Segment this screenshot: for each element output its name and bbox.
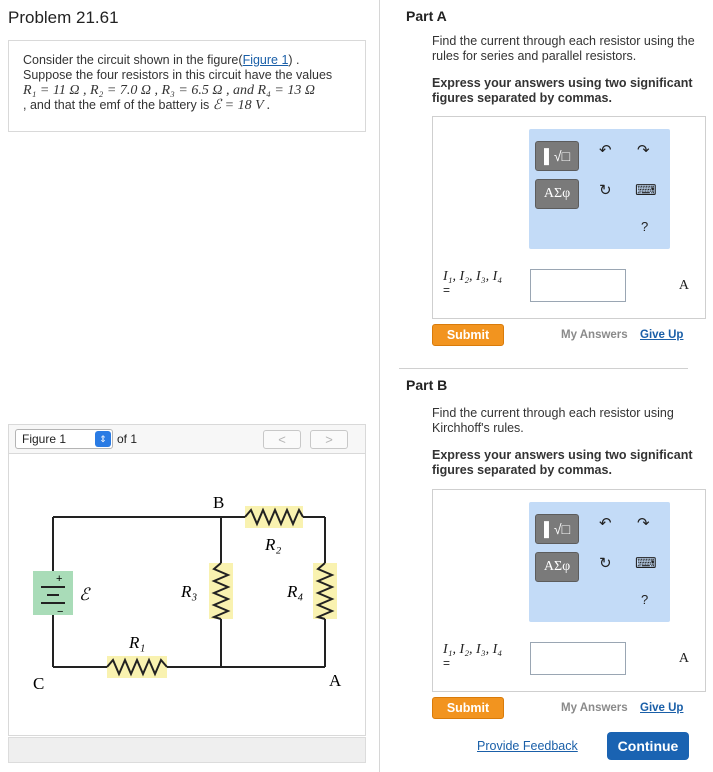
- emf-label: ℰ: [79, 585, 90, 604]
- templates-button[interactable]: ▌√□: [535, 141, 579, 171]
- r2-label: R₂: [265, 535, 282, 554]
- circuit-diagram: [9, 454, 365, 736]
- figure-link[interactable]: Figure 1: [242, 53, 289, 67]
- part-b-submit-button[interactable]: Submit: [432, 697, 504, 719]
- previous-figure-button[interactable]: <: [263, 430, 301, 449]
- node-b-label: B: [213, 493, 225, 512]
- keyboard-icon[interactable]: ⌨: [635, 182, 657, 199]
- undo-icon[interactable]: ↶: [599, 515, 612, 532]
- part-b-answer-box: [432, 489, 706, 692]
- statement-line-1: Consider the circuit shown in the figure(Figure 1) .: [23, 53, 300, 67]
- figure-footer: [8, 737, 366, 763]
- help-icon[interactable]: ?: [641, 592, 649, 607]
- r4-label: R₄: [287, 582, 304, 601]
- battery-highlight: [33, 571, 73, 615]
- figure-count: of 1: [117, 432, 138, 446]
- symbols-button[interactable]: ΑΣφ: [535, 179, 579, 209]
- part-a-instructions: Express your answers using two significant figures separated by commas.: [432, 76, 693, 105]
- part-b-give-up-link[interactable]: Give Up: [640, 702, 684, 714]
- part-b-description: Find the current through each resistor using Kirchhoff's rules.: [432, 406, 674, 435]
- figure-navigation-bar: [8, 424, 366, 454]
- figure-panel: [8, 454, 366, 736]
- part-b-unit: A: [678, 651, 689, 666]
- r1-label: R₁: [129, 633, 146, 652]
- keyboard-icon[interactable]: ⌨: [635, 555, 657, 572]
- part-b-instructions: Express your answers using two significant figures separated by commas.: [432, 448, 693, 477]
- statement-line-3: R₁ = 11 Ω , R₂ = 7.0 Ω , R₃ = 6.5 Ω , and R₄ = 13 Ω: [23, 83, 315, 98]
- templates-button[interactable]: ▌√□: [535, 514, 579, 544]
- part-a-answer-input[interactable]: [530, 269, 626, 302]
- help-icon[interactable]: ?: [641, 219, 649, 234]
- node-a-label: A: [329, 671, 342, 690]
- part-b-math-toolbar: [529, 502, 670, 622]
- part-a-math-toolbar: [529, 129, 670, 249]
- node-c-label: C: [33, 674, 45, 693]
- redo-icon[interactable]: ↷: [637, 515, 650, 532]
- problem-title: Problem 21.61: [8, 8, 119, 27]
- part-a-description: Find the current through each resistor using the rules for series and parallel resistors.: [432, 34, 695, 63]
- part-a-unit: A: [678, 278, 689, 293]
- part-a-answer-box: [432, 116, 706, 319]
- next-figure-button[interactable]: >: [310, 430, 348, 449]
- part-a-title: Part A: [406, 8, 447, 24]
- part-b-my-answers-link[interactable]: My Answers: [561, 702, 628, 714]
- reset-icon[interactable]: ↻: [599, 555, 612, 572]
- part-b-title: Part B: [406, 377, 448, 393]
- select-arrows-icon: ⇕: [95, 431, 111, 447]
- symbols-button[interactable]: ΑΣφ: [535, 552, 579, 582]
- problem-statement: [8, 40, 366, 132]
- part-b-answer-input[interactable]: [530, 642, 626, 675]
- provide-feedback-link[interactable]: Provide Feedback: [477, 739, 578, 753]
- redo-icon[interactable]: ↷: [637, 142, 650, 159]
- part-a-variable-label: I₁, I₂, I₃, I₄ =: [443, 269, 503, 297]
- part-b-variable-label: I₁, I₂, I₃, I₄ =: [443, 642, 503, 670]
- undo-icon[interactable]: ↶: [599, 142, 612, 159]
- part-a-give-up-link[interactable]: Give Up: [640, 329, 684, 341]
- battery-plus-label: +: [56, 573, 63, 585]
- part-a-submit-button[interactable]: Submit: [432, 324, 504, 346]
- statement-line-4: , and that the emf of the battery is ℰ = 18 V .: [23, 98, 271, 113]
- battery-minus-label: −: [57, 606, 64, 618]
- reset-icon[interactable]: ↻: [599, 182, 612, 199]
- continue-button[interactable]: Continue: [607, 732, 689, 760]
- r3-label: R₃: [181, 582, 198, 601]
- section-divider: [399, 368, 688, 369]
- part-a-my-answers-link[interactable]: My Answers: [561, 329, 628, 341]
- statement-line-2: Suppose the four resistors in this circuit have the values: [23, 68, 333, 82]
- figure-select[interactable]: Figure 1 ⇕: [15, 429, 113, 449]
